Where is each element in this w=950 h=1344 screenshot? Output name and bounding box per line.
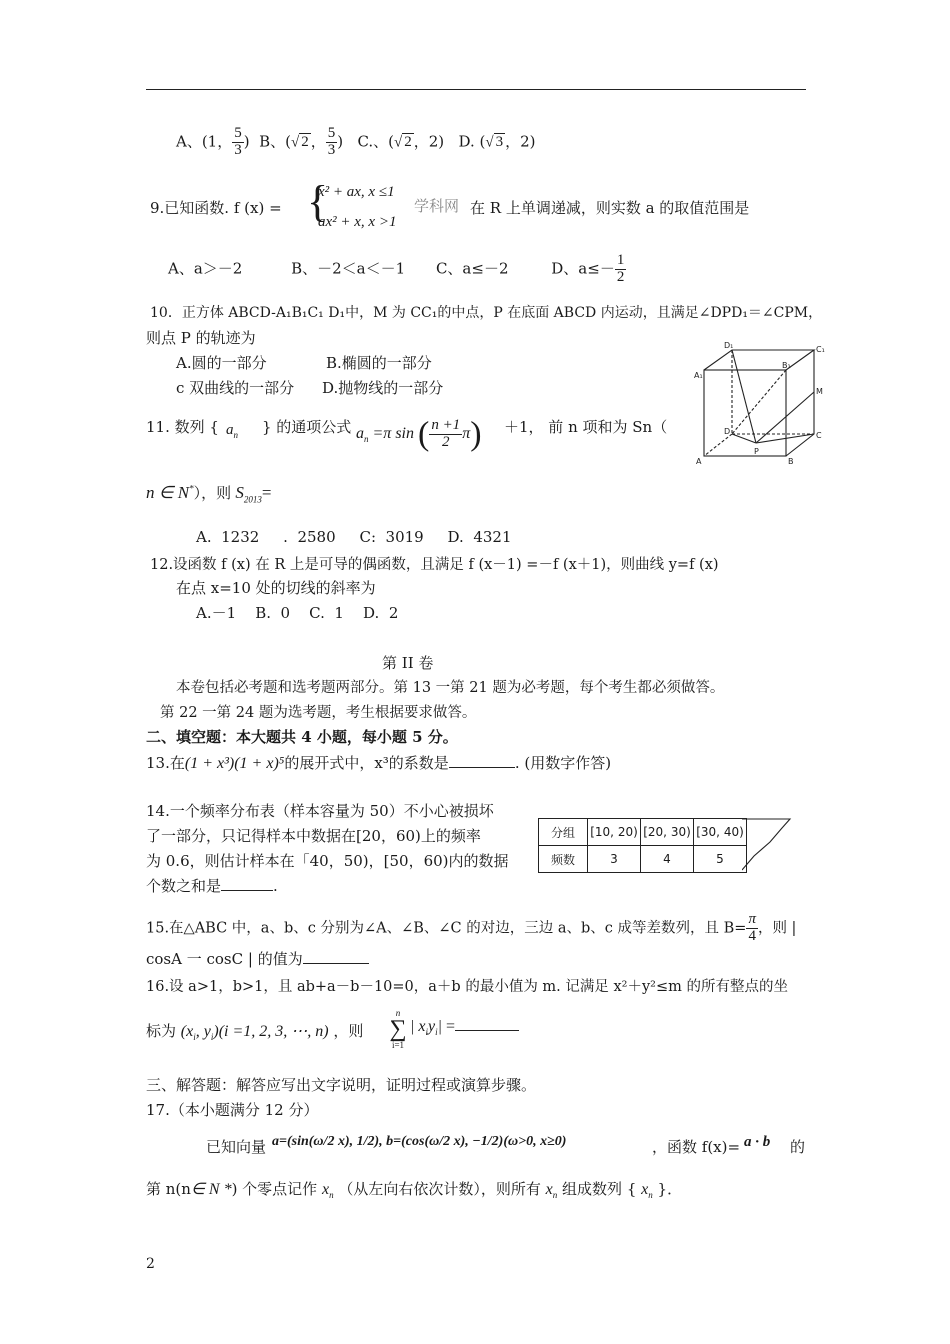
q9-option-b: B、－2＜a＜－1 <box>291 259 406 278</box>
q8-option-a: A、(1， <box>176 132 233 151</box>
q16-line-1: 16.设 a>1，b>1，且 ab+a－b－10=0，a＋b 的最小值为 m. 记满足 x²＋y²≤m 的所有整点的坐 <box>146 979 789 995</box>
q9-tail: 在 R 上单调递减，则实数 a 的取值范围是 <box>470 199 750 217</box>
q8-a-fraction: $\frac{5}{3}$ <box>234 125 242 158</box>
table-header-cell: [30, 40) <box>694 819 747 846</box>
q8-b-sqrt: √ 2 <box>291 134 309 151</box>
q17-heading: 17.（本小题满分 12 分） <box>146 1101 319 1119</box>
q15-answer-blank[interactable] <box>303 951 369 964</box>
section-3-heading: 三、解答题：解答应写出文字说明，证明过程或演算步骤。 <box>146 1076 537 1094</box>
cube-hidden-edge-2 <box>704 434 732 456</box>
q10-option-a: A.圆的一部分 <box>176 354 267 372</box>
q9-stem: 9.已知函数. f (x) = <box>150 199 282 217</box>
q14-line-1: 14.一个频率分布表（样本容量为 50）不小心被损坏 <box>146 802 494 820</box>
label-c: C <box>816 431 822 440</box>
q9-watermark: 学科网 <box>414 197 460 215</box>
q10-option-d: D.抛物线的一部分 <box>322 379 444 397</box>
q11-formula: $a_n =\pi$ sin ( $\frac{n +1}{2}$ π) <box>356 415 482 453</box>
q8-option-d: D. ( <box>458 132 486 151</box>
q13-expression: (1 + x³)(1 + x)⁵ <box>184 755 285 772</box>
q11-options: A. 1232 . 2580 C: 3019 D. 4321 <box>196 528 512 546</box>
q14-line-4: 个数之和是 . <box>146 877 278 895</box>
q17-line-1-post: ，函数 f(x)= <box>652 1138 741 1156</box>
q17-line-2: 第 n(n∈ N *) 个零点记作 $x_n$ （从左向右依次计数），则所有 $x_n$ 组成数列 { $x_n$ }． <box>146 1180 683 1201</box>
q14-table-wrap <box>538 818 747 873</box>
label-a1: A₁ <box>694 371 703 380</box>
label-a: A <box>696 457 702 466</box>
table-row <box>539 819 747 846</box>
q8-options: A、(1， $\frac{5}{3}$ ) B、(√ 2 ， $\frac{5}{3}$ ) C.、(√ 2 ，2) D. (√ 3 ，2) <box>176 125 536 158</box>
q9-case-1: x² + ax, x ≤1 <box>318 184 395 200</box>
label-c1: C₁ <box>816 345 825 354</box>
q9-options: A、a＞－2 B、－2＜a＜－1 C、a≤－2 D、a≤－ $\frac{1}{2}$ <box>168 252 625 285</box>
q12-options: A.－1 B. 0 C. 1 D. 2 <box>196 604 399 622</box>
label-m: M <box>816 387 823 396</box>
table-cell: 4 <box>641 846 694 873</box>
q13-answer-blank[interactable] <box>449 755 515 768</box>
q12-line-2: 在点 x=10 处的切线的斜率为 <box>176 579 376 597</box>
label-d1: D₁ <box>724 341 734 350</box>
q11-line-2: n ∈ N*），则 $S_{2013}=$ <box>146 483 272 505</box>
q16-answer-blank[interactable] <box>455 1018 519 1031</box>
q17-dot-product: a · b <box>744 1134 771 1150</box>
q16-sum-expression: | $x_iy_i|$ = <box>410 1018 519 1037</box>
q14-answer-blank[interactable] <box>221 878 273 891</box>
q17-vector-expression: a=(sin(ω/2 x), 1/2), b=(cos(ω/2 x), −1/2)(ω>0, x≥0) <box>272 1134 567 1149</box>
cube-front-face <box>704 370 786 456</box>
q12-line-1: 12.设函数 f (x) 在 R 上是可导的偶函数，且满足 f (x－1) =－f (x＋1)，则曲线 y=f (x) <box>150 557 719 573</box>
q10-option-c: c 双曲线的一部分 <box>176 379 295 397</box>
part2-intro-1: 本卷包括必考题和选考题两部分。第 13 一第 21 题为必考题，每个考生都必须做答。 <box>176 680 725 696</box>
q9-case-2: ax² + x, x >1 <box>318 214 397 230</box>
line-d-p <box>732 434 756 443</box>
q16-line-2: 标为 ($x_i$, $y_i)(i =1$, 2, 3, ⋯, n) ，则 <box>146 1022 364 1043</box>
table-torn-edge <box>742 818 792 872</box>
label-b1: B₁ <box>782 361 791 370</box>
q15-line-2: cosA 一 cosC | 的值为 <box>146 948 369 969</box>
q10-option-b: B.椭圆的一部分 <box>326 354 432 372</box>
cube-figure <box>690 340 836 470</box>
q15-line-1: 15.在△ABC 中，a、b、c 分别为∠A、∠B、∠C 的对边，三边 a、b、c 成等差数列，且 B= $\frac{\pi}{4}$ ，则 | <box>146 911 797 944</box>
label-p: P <box>754 447 759 456</box>
q16-sum: n ∑ i=1 <box>389 1008 407 1050</box>
header-rule <box>146 89 806 90</box>
q9-option-a: A、a＞－2 <box>168 259 243 278</box>
q17-line-1: 已知向量 <box>206 1138 267 1156</box>
table-cell: 5 <box>694 846 747 873</box>
q17-line-1-end: 的 <box>790 1138 806 1156</box>
q9-option-d: D、a≤－ <box>551 259 615 278</box>
q8-option-c: C.、( <box>357 132 395 151</box>
cube-top-face <box>704 350 814 370</box>
table-cell: 3 <box>588 846 641 873</box>
table-header-cell: [10, 20) <box>588 819 641 846</box>
frequency-table <box>538 818 747 873</box>
q14-line-3: 为 0.6，则估计样本在「40，50)，[50，60)内的数据 <box>146 852 509 870</box>
q10-line-2: 则点 P 的轨迹为 <box>146 329 256 347</box>
q8-option-b: B、( <box>259 132 292 151</box>
label-b: B <box>788 457 794 466</box>
table-cell: 频数 <box>539 846 588 873</box>
q10-line-1: 10．正方体 ABCD-A₁B₁C₁ D₁中，M 为 CC₁的中点，P 在底面 ABCD 内运动，且满足∠DPD₁＝∠CPM， <box>150 305 823 321</box>
q9-brace: { <box>307 177 329 226</box>
q13: 13.在(1 + x³)(1 + x)⁵的展开式中，x³的系数是 . (用数字作答) <box>146 754 612 772</box>
q9-option-c: C、a≤－2 <box>435 259 509 278</box>
page-number: 2 <box>146 1256 155 1272</box>
table-header-cell: [20, 30) <box>641 819 694 846</box>
part2-title: 第 II 卷 <box>382 654 434 672</box>
table-row <box>539 846 747 873</box>
part2-intro-2: 第 22 一第 24 题为选考题，考生根据要求做答。 <box>160 705 477 721</box>
label-d: D <box>724 427 731 436</box>
q11-seq-a: $a_n$ <box>226 422 238 440</box>
section-2-heading: 二、填空题：本大题共 4 小题，每小题 5 分。 <box>146 728 458 746</box>
q11-stem-2: } 的通项公式 <box>262 418 352 436</box>
table-header-cell: 分组 <box>539 819 588 846</box>
q11-stem: 11. 数列 { <box>146 418 219 436</box>
q14-line-2: 了一部分，只记得样本中数据在[20，60)上的频率 <box>146 827 481 845</box>
q16-coordinates: ($x_i$, $y_i)(i =1$, 2, 3, ⋯, n) <box>180 1023 329 1043</box>
q11-stem-3: ＋1， 前 n 项和为 Sn（ <box>504 418 668 436</box>
